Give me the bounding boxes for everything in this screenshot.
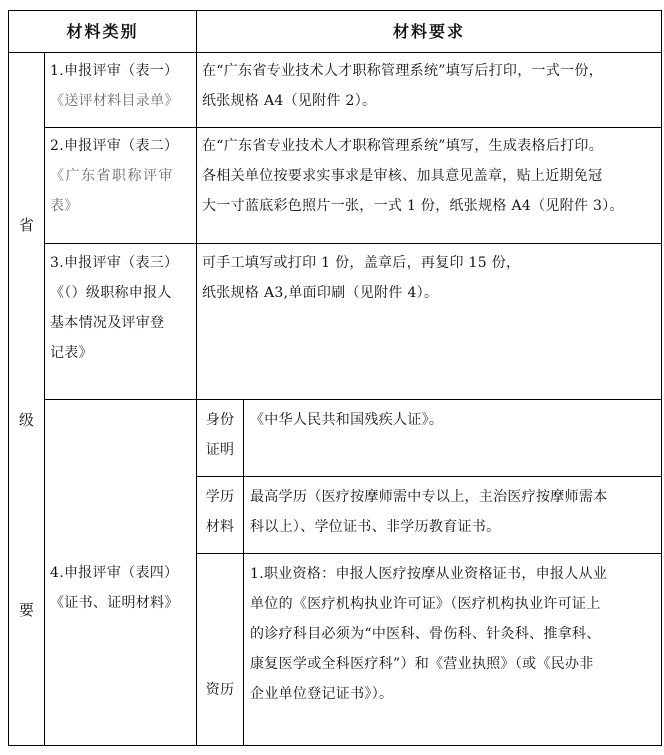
subrow-education-requirement — [250, 482, 661, 542]
row1-req-line1: 在“广东省专业技术人才职称管理系统”填写后打印，一式一份， — [202, 63, 604, 79]
row1-category — [50, 56, 196, 116]
row1-requirement — [202, 56, 661, 116]
side-label-ji: 级 — [18, 411, 35, 429]
side-label-sheng: 省 — [18, 216, 35, 234]
qualification-req-line4: 康复医学或全科医疗科”）和《营业执照》（或《民办非 — [250, 656, 594, 672]
identity-label-line1: 身份 — [205, 412, 235, 428]
header-divider — [8, 52, 662, 53]
subrow-qualification-requirement — [250, 559, 661, 709]
row3-category-line4: 记表》 — [50, 345, 93, 361]
subrow-divider — [196, 553, 662, 554]
education-label-line1: 学历 — [205, 489, 235, 505]
row2-req-line1: 在“广东省专业技术人才职称管理系统”填写，生成表格后打印。 — [202, 138, 604, 154]
row4-category-line1: 4.申报评审（表四） — [50, 565, 179, 581]
row4-category-line2: 《证书、证明材料》 — [50, 595, 179, 611]
subrow-divider — [196, 476, 662, 477]
row2-category-line1: 2.申报评审（表二） — [50, 138, 179, 154]
header-requirement: 材料要求 — [392, 22, 465, 41]
subrow-qualification-label — [197, 675, 243, 705]
row3-category-line2: 《（）级职称申报人 — [50, 285, 172, 301]
subrow-identity-label — [197, 405, 243, 465]
row1-req-line2: 纸张规格 A4（见附件 2）。 — [202, 93, 377, 109]
table-border-left — [8, 10, 9, 746]
education-req-line2: 科以上）、学位证书、非学历教育证书。 — [250, 519, 501, 535]
qualification-req-line1: 1.职业资格：申报人医疗按摩从业资格证书，申报人从业 — [250, 566, 608, 582]
row2-requirement — [202, 131, 661, 221]
row2-category-line3: 表》 — [50, 198, 79, 214]
table-border-bottom — [8, 745, 662, 746]
identity-label-line2: 证明 — [205, 442, 235, 458]
row3-req-line1: 可手工填写或打印 1 份，盖章后，再复印 15 份， — [202, 255, 521, 271]
qualification-req-line3: 的诊疗科目必须为“中医科、骨伤科、针灸科、推拿科、 — [250, 626, 601, 642]
row-divider — [44, 127, 662, 128]
row2-category — [50, 131, 196, 221]
education-req-line1: 最高学历（医疗按摩师需中专以上，主治医疗按摩师需本 — [250, 489, 608, 505]
row3-req-line2: 纸张规格 A3,单面印刷（见附件 4）。 — [202, 285, 439, 301]
row2-req-line3: 大一寸蓝底彩色照片一张，一式 1 份，纸张规格 A4（见附件 3）。 — [202, 198, 624, 214]
table-border-right — [661, 10, 662, 746]
header-category: 材料类别 — [66, 22, 139, 41]
education-label-line2: 材料 — [205, 519, 235, 535]
row-divider — [44, 399, 662, 400]
col-divider — [196, 10, 197, 746]
row4-category — [50, 558, 196, 618]
row1-category-line2: 《送评材料目录单》 — [50, 93, 179, 109]
table-border-top — [8, 10, 662, 11]
row1-category-line1: 1.申报评审（表一） — [50, 63, 179, 79]
row3-category-line3: 基本情况及评审登 — [50, 315, 165, 331]
row2-category-line2: 《广东省职称评审 — [50, 168, 174, 184]
qualification-req-line5: 企业单位登记证书》）。 — [250, 686, 394, 702]
row2-req-line2: 各相关单位按要求实事求是审核、加具意见盖章，贴上近期免冠 — [202, 168, 603, 184]
qualification-label-line1: 资历 — [205, 682, 235, 698]
sublabel-col-divider — [243, 399, 244, 746]
side-col-divider — [44, 52, 45, 746]
subrow-identity-requirement — [250, 405, 661, 435]
identity-req-line1: 《中华人民共和国残疾人证》。 — [250, 412, 444, 428]
row3-requirement — [202, 248, 661, 308]
row3-category-line1: 3.申报评审（表三） — [50, 255, 179, 271]
qualification-req-line2: 单位的《医疗机构执业许可证》（医疗机构执业许可证上 — [250, 596, 601, 612]
subrow-education-label — [197, 482, 243, 542]
row3-category — [50, 248, 196, 368]
row-divider — [44, 243, 662, 244]
side-label-yao: 要 — [18, 601, 35, 619]
